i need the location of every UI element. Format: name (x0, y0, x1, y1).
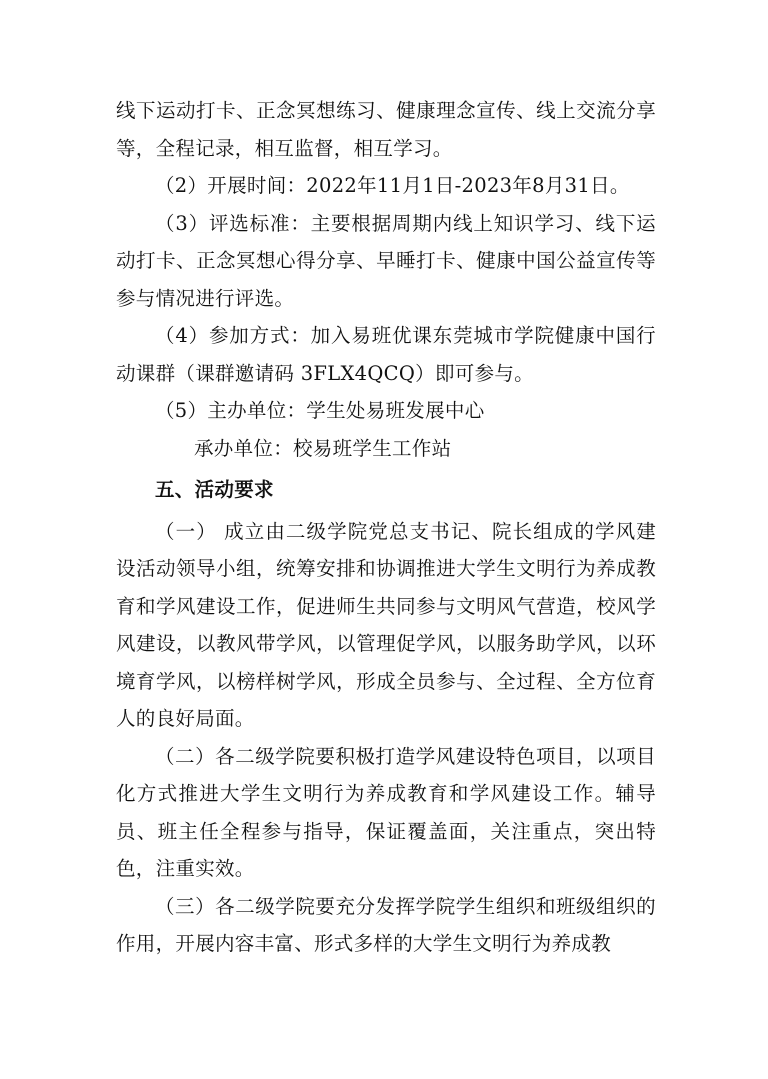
document-body (116, 92, 656, 963)
paragraph-co-organizer: 承办单位：校易班学生工作站 (194, 436, 452, 460)
paragraph-method: （4）参加方式：加入易班优课东莞城市学院健康中国行动课群（课群邀请码 3FLX4QCQ）即可参与。 (116, 324, 656, 385)
paragraph-organizer: （5）主办单位：学生处易班发展中心 (155, 399, 485, 422)
paragraph-continued: 线下运动打卡、正念冥想练习、健康理念宣传、线上交流分享等，全程记录，相互监督，相互学习。 (116, 99, 656, 160)
paragraph-requirement-1: （一） 成立由二级学院党总支书记、院长组成的学风建设活动领导小组，统筹安排和协调推进大学生文明行为养成教育和学风建设工作，促进师生共同参与文明风气营造，校风学风建设，以教风带学风，以管理促学风，以服务助学风，以环境育学风，以榜样树学风，形成全员参与、全过程、全方位育人的良好局面。 (116, 519, 656, 730)
paragraph-criteria: （3）评选标准：主要根据周期内线上知识学习、线下运动打卡、正念冥想心得分享、早睡打卡、健康中国公益宣传等参与情况进行评选。 (116, 211, 656, 310)
paragraph-requirement-2: （二）各二级学院要积极打造学风建设特色项目，以项目化方式推进大学生文明行为养成教育和学风建设工作。辅导员、班主任全程参与指导，保证覆盖面，关注重点，突出特色，注重实效。 (116, 744, 656, 880)
section-heading: 五、活动要求 (155, 478, 274, 501)
paragraph-requirement-3: （三）各二级学院要充分发挥学院学生组织和班级组织的作用，开展内容丰富、形式多样的大学生文明行为养成教 (116, 894, 656, 955)
paragraph-time: （2）开展时间：2022年11月1日-2023年8月31日。 (155, 174, 630, 197)
